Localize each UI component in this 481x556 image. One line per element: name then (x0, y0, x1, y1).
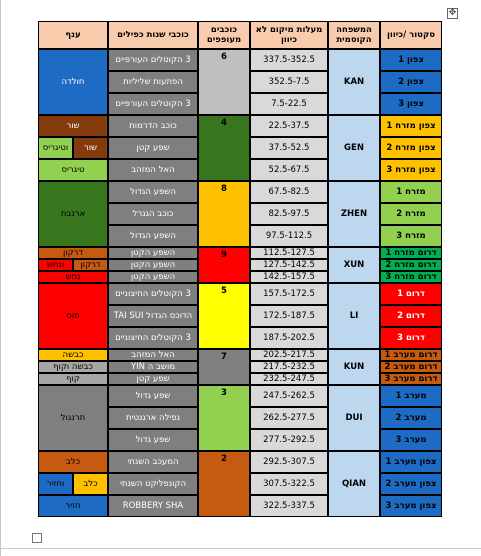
branch-cell: דרקון (38, 247, 108, 259)
flying-star-cell: 7 (198, 349, 250, 385)
degrees-cell: 172.5-187.5 (250, 305, 328, 327)
branch-cell: טיגריס (38, 159, 108, 181)
degrees-cell: 22.5-37.5 (250, 115, 328, 137)
branch-cell: נחש (38, 271, 108, 283)
annual-star-cell: 3 הקוטלים החיצוניים (108, 283, 198, 305)
sector-cell: מזרח 1 (380, 181, 442, 203)
page-bottom-edge (0, 548, 481, 549)
sector-cell: צפון מזרח 1 (380, 115, 442, 137)
degrees-cell: 217.5-232.5 (250, 361, 328, 373)
sector-cell: מערב 1 (380, 385, 442, 407)
degrees-cell: 187.5-202.5 (250, 327, 328, 349)
sector-cell: צפון מערב 3 (380, 495, 442, 517)
degrees-cell: 292.5-307.5 (250, 451, 328, 473)
flying-star-cell: 8 (198, 181, 250, 247)
annual-star-cell: האל המזהב (108, 159, 198, 181)
branch-cell: קוף (38, 373, 108, 385)
degrees-cell: 232.5-247.5 (250, 373, 328, 385)
annual-star-cell: המעכב השנתי (108, 451, 198, 473)
degrees-cell: 142.5-157.5 (250, 271, 328, 283)
sector-cell: צפון 2 (380, 71, 442, 93)
family-cell: DUI (328, 385, 380, 451)
degrees-cell: 37.5-52.5 (250, 137, 328, 159)
sector-cell: צפון מערב 2 (380, 473, 442, 495)
header-annual-stars: כוכבי שנות כפילים (108, 21, 198, 49)
annual-star-cell: כוכב הדרמות (108, 115, 198, 137)
branch-cell: סוס (38, 283, 108, 349)
sector-cell: דרום 1 (380, 283, 442, 305)
degrees-cell: 7.5-22.5 (250, 93, 328, 115)
sector-cell: דרום מערב 2 (380, 361, 442, 373)
branch-cell-part: ונחש (38, 259, 73, 271)
sector-cell: צפון מזרח 2 (380, 137, 442, 159)
flying-star-cell: 4 (198, 115, 250, 181)
branch-cell: כבשה וקוף (38, 361, 108, 373)
sector-cell: דרום מזרח 3 (380, 271, 442, 283)
branch-cell-part: דרקון (73, 259, 108, 271)
annual-star-cell: הדוכס הגדול TAI SUI (108, 305, 198, 327)
family-cell: KAN (328, 49, 380, 115)
family-cell: XUN (328, 247, 380, 283)
annual-star-cell: מושב ה YIN (108, 361, 198, 373)
sector-cell: מזרח 2 (380, 203, 442, 225)
degrees-cell: 52.5-67.5 (250, 159, 328, 181)
sector-cell: דרום מזרח 1 (380, 247, 442, 259)
branch-cell-part: כלב (73, 473, 108, 495)
sector-cell: דרום מזרח 2 (380, 259, 442, 271)
annual-star-cell: הפתעות שליליות (108, 71, 198, 93)
degrees-cell: 127.5-142.5 (250, 259, 328, 271)
degrees-cell: 112.5-127.5 (250, 247, 328, 259)
branch-cell: כבשה (38, 349, 108, 361)
degrees-cell: 82.5-97.5 (250, 203, 328, 225)
sector-cell: דרום מערב 1 (380, 349, 442, 361)
annual-star-cell: האל המזהב (108, 349, 198, 361)
header-family: המשפחה הקוסמית (328, 21, 380, 49)
annual-star-cell: שפע קטן (108, 373, 198, 385)
flying-star-cell: 3 (198, 385, 250, 451)
degrees-cell: 322.5-337.5 (250, 495, 328, 517)
annual-star-cell: השפע הקטן (108, 271, 198, 283)
header-degrees: מעלות מיקום לא כיוון (250, 21, 328, 49)
annual-star-cell: נפילה ארגנטית (108, 407, 198, 429)
annual-star-cell: השפע הגדול (108, 225, 198, 247)
family-cell: KUN (328, 349, 380, 385)
annual-star-cell: 3 הקוטלים העורפיים (108, 49, 198, 71)
degrees-cell: 247.5-262.5 (250, 385, 328, 407)
annual-star-cell: 3 הקוטלים העורפיים (108, 93, 198, 115)
sector-cell: דרום 2 (380, 305, 442, 327)
branch-cell-part: וטיגריס (38, 137, 73, 159)
branch-cell-part: שור (73, 137, 108, 159)
sector-cell: מערב 3 (380, 429, 442, 451)
flying-star-cell: 2 (198, 451, 250, 517)
table-resize-handle[interactable] (32, 533, 42, 543)
annual-star-cell: 3 הקוטלים החיצוניים (108, 327, 198, 349)
sector-cell: דרום מערב 3 (380, 373, 442, 385)
degrees-cell: 307.5-322.5 (250, 473, 328, 495)
sector-cell: מזרח 3 (380, 225, 442, 247)
degrees-cell: 277.5-292.5 (250, 429, 328, 451)
page-left-edge (0, 0, 1, 556)
family-cell: GEN (328, 115, 380, 181)
branch-cell: חזיר (38, 495, 108, 517)
annual-star-cell: שפע קטן (108, 137, 198, 159)
flying-star-cell: 5 (198, 283, 250, 349)
annual-star-cell: השפע הקטן (108, 259, 198, 271)
table-move-handle-icon[interactable]: ✥ (448, 8, 457, 18)
header-sector: סקטור /כיוון (380, 21, 442, 49)
annual-star-cell: שפע גדול (108, 429, 198, 451)
annual-star-cell: השפע הגדול (108, 181, 198, 203)
flying-star-cell: 9 (198, 247, 250, 283)
header-flying-stars: כוכבים מעופפים (198, 21, 250, 49)
branch-cell: תרנגול (38, 385, 108, 451)
header-branch: ענף (38, 21, 108, 49)
sector-cell: צפון 1 (380, 49, 442, 71)
branch-cell: כלב (38, 451, 108, 473)
degrees-cell: 97.5-112.5 (250, 225, 328, 247)
annual-star-cell: השפע הקטן (108, 247, 198, 259)
sector-cell: מערב 2 (380, 407, 442, 429)
annual-star-cell: כוכב הגנרל (108, 203, 198, 225)
degrees-cell: 262.5-277.5 (250, 407, 328, 429)
degrees-cell: 67.5-82.5 (250, 181, 328, 203)
family-cell: QIAN (328, 451, 380, 517)
branch-cell: חולדה (38, 49, 108, 115)
sector-cell: צפון מערב 1 (380, 451, 442, 473)
branch-cell-part: וחזיר (38, 473, 73, 495)
degrees-cell: 337.5-352.5 (250, 49, 328, 71)
bagua-table (38, 21, 442, 517)
family-cell: ZHEN (328, 181, 380, 247)
branch-cell: ארנבת (38, 181, 108, 247)
branch-cell: שור (38, 115, 108, 137)
sector-cell: צפון 3 (380, 93, 442, 115)
degrees-cell: 202.5-217.5 (250, 349, 328, 361)
annual-star-cell: הקונפליקט השנתי (108, 473, 198, 495)
sector-cell: צפון מזרח 3 (380, 159, 442, 181)
flying-star-cell: 6 (198, 49, 250, 115)
annual-star-cell: ROBBERY SHA (108, 495, 198, 517)
degrees-cell: 352.5-7.5 (250, 71, 328, 93)
family-cell: LI (328, 283, 380, 349)
annual-star-cell: שפע גדול (108, 385, 198, 407)
degrees-cell: 157.5-172.5 (250, 283, 328, 305)
sector-cell: דרום 3 (380, 327, 442, 349)
